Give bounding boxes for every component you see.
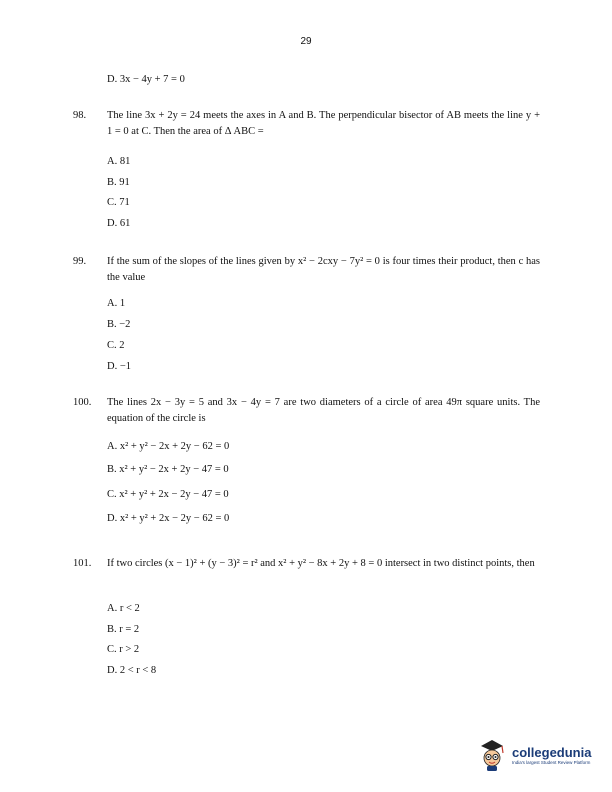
question-99-option-d: D. −1: [107, 361, 132, 372]
question-98-number: 98.: [73, 110, 87, 121]
question-99-option-b: B. −2: [107, 319, 131, 330]
question-101-text: If two circles (x − 1)² + (y − 3)² = r² and x² + y² − 8x + 2y + 8 = 0 intersect in two distinct points, then: [107, 558, 535, 569]
mascot-icon: [478, 738, 506, 772]
question-98-text: The line 3x + 2y = 24 meets the axes in A and B. The perpendicular bisector of AB meets the line y + 1 = 0 at C. Then the area of Δ ABC =: [107, 110, 540, 137]
question-100-option-a: A. x² + y² − 2x + 2y − 62 = 0: [107, 441, 230, 452]
question-100-text: The lines 2x − 3y = 5 and 3x − 4y = 7 are two diameters of a circle of area 49π square units. The equation of the circle is: [107, 397, 540, 424]
logo-tagline: India's largest Student Review Platform: [512, 760, 591, 765]
question-98-option-b: B. 91: [107, 177, 130, 188]
logo-name: collegedunia: [512, 745, 592, 760]
page-number: 29: [300, 36, 312, 47]
question-101-option-b: B. r = 2: [107, 624, 140, 635]
question-99-number: 99.: [73, 256, 87, 267]
question-98-option-d: D. 61: [107, 218, 131, 229]
question-100-option-b: B. x² + y² − 2x + 2y − 47 = 0: [107, 464, 229, 475]
question-99-option-c: C. 2: [107, 340, 125, 351]
question-99-text: If the sum of the slopes of the lines given by x² − 2cxy − 7y² = 0 is four times their product, then c has the value: [107, 256, 540, 283]
collegedunia-logo: [478, 738, 591, 772]
question-101-number: 101.: [73, 558, 92, 569]
question-100-option-c: C. x² + y² + 2x − 2y − 47 = 0: [107, 489, 229, 500]
question-99-option-a: A. 1: [107, 298, 126, 309]
question-101-option-d: D. 2 < r < 8: [107, 665, 157, 676]
question-101-option-a: A. r < 2: [107, 603, 140, 614]
question-101-option-c: C. r > 2: [107, 644, 140, 655]
question-100-option-d: D. x² + y² + 2x − 2y − 62 = 0: [107, 513, 230, 524]
previous-option-d: D. 3x − 4y + 7 = 0: [107, 74, 185, 85]
question-98-option-c: C. 71: [107, 197, 130, 208]
question-100-number: 100.: [73, 397, 92, 408]
question-98-option-a: A. 81: [107, 156, 131, 167]
